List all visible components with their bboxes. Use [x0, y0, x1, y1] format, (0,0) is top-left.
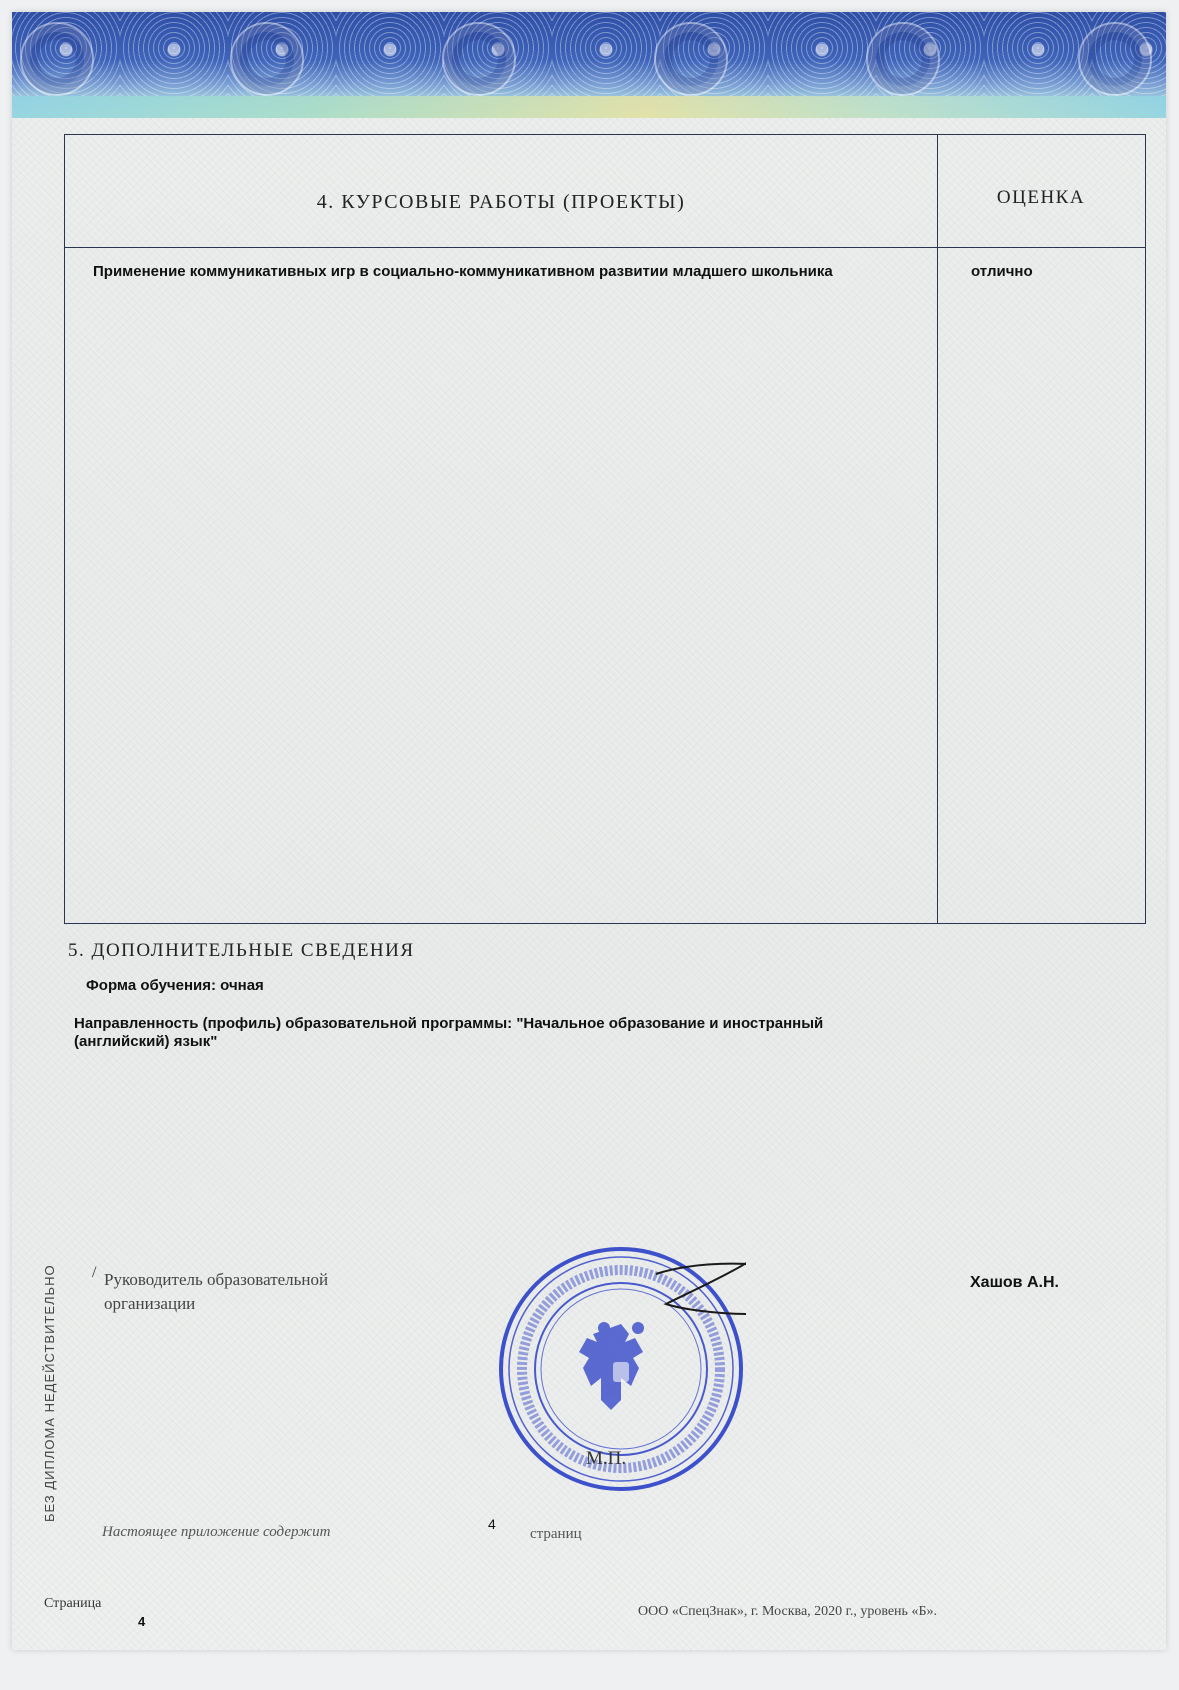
course-works-heading: 4. КУРСОВЫЕ РАБОТЫ (ПРОЕКТЫ) [316, 191, 686, 213]
guilloche-rosette [654, 22, 728, 96]
security-color-stripe [12, 96, 1166, 118]
footer-page-number: 4 [138, 1614, 146, 1629]
head-of-organization-label: Руководитель образовательной организации [104, 1270, 329, 1313]
guilloche-rosette [230, 22, 304, 96]
course-work-title: Применение коммуникативных игр в социально-коммуникативном развитии младшего школьника [93, 263, 833, 280]
column-divider [937, 135, 938, 923]
guilloche-rosette [20, 22, 94, 96]
course-work-grade: отлично [971, 263, 1033, 280]
signature-slash: / [92, 1264, 97, 1281]
footer-printer-info: ООО «СпецЗнак», г. Москва, 2020 г., уровень «Б». [638, 1604, 937, 1619]
diploma-supplement-page [12, 12, 1166, 1650]
head-of-organization-name: Хашов А.Н. [970, 1274, 1059, 1291]
program-orientation: Направленность (профиль) образовательной программы: "Начальное образование и иностранный (английский) язык" [74, 1015, 824, 1050]
course-works-table [64, 134, 1146, 924]
pages-count-label: Настоящее приложение содержит [102, 1524, 331, 1540]
validity-side-note: БЕЗ ДИПЛОМА НЕДЕЙСТВИТЕЛЬНО [42, 1264, 57, 1522]
study-form: Форма обучения: очная [86, 977, 264, 994]
grade-column-heading: ОЦЕНКА [996, 187, 1086, 208]
guilloche-rosette [442, 22, 516, 96]
footer-page-label: Страница [44, 1596, 102, 1611]
additional-info-heading: 5. ДОПОЛНИТЕЛЬНЫЕ СВЕДЕНИЯ [68, 940, 415, 961]
stamp-place-label: М.П. [586, 1448, 627, 1469]
pages-word: страниц [530, 1526, 582, 1542]
guilloche-rosette [1078, 22, 1152, 96]
pages-count-value: 4 [488, 1516, 496, 1532]
guilloche-rosette [866, 22, 940, 96]
